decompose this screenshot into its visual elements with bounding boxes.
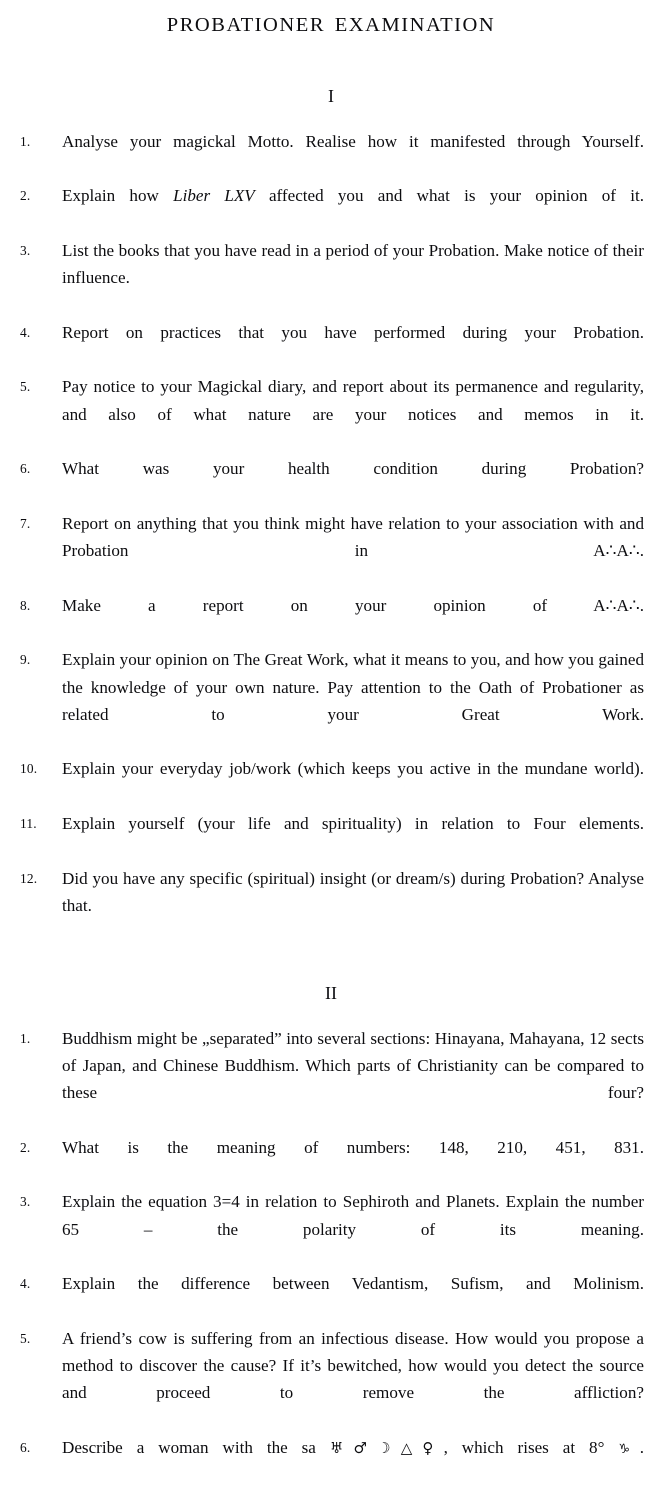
item-text-pre: Make a report on your opinion of bbox=[62, 595, 594, 615]
item-text bbox=[62, 592, 644, 647]
item-number: 9. bbox=[20, 652, 31, 668]
item-number: 7. bbox=[20, 515, 31, 531]
list-item bbox=[0, 646, 662, 755]
list-item bbox=[0, 865, 662, 947]
item-number: 1. bbox=[20, 1030, 31, 1046]
item-text-post: . bbox=[639, 595, 644, 615]
page-title: PROBATIONER EXAMINATION bbox=[166, 14, 496, 36]
item-text-pre: Explain how bbox=[62, 186, 174, 206]
item-text: Buddhism might be „separated” into several sections: Hinayana, Mahayana, 12 sects of Japan, and Chinese Buddhism. Which parts of Christianity can be compared to these four? bbox=[62, 1028, 644, 1103]
item-text: A friend’s cow is suffering from an infectious disease. How would you propose a method to discover the cause? If it’s bewitched, how would you detect the source and proceed to remove the affliction? bbox=[62, 1328, 644, 1403]
section-one bbox=[0, 39, 662, 947]
item-number: 10. bbox=[20, 761, 38, 777]
list-item bbox=[0, 319, 662, 374]
book-title-italic: Liber LXV bbox=[173, 186, 255, 206]
item-text: What was your health condition during Probation? bbox=[62, 459, 644, 479]
list-item bbox=[0, 755, 662, 810]
item-text: Analyse your magickal Motto. Realise how it manifested through Yourself. bbox=[62, 131, 644, 151]
item-text-post: . bbox=[639, 1437, 644, 1457]
item-text: Pay notice to your Magickal diary, and report about its permanence and regularity, and also of what nature are your notices and memos in it. bbox=[62, 377, 644, 424]
item-text: What is the meaning of numbers: 148, 210, 451, 831. bbox=[62, 1137, 644, 1157]
item-number: 8. bbox=[20, 597, 31, 613]
item-text-pre: Describe a woman with the sa bbox=[62, 1437, 330, 1457]
item-text bbox=[62, 182, 644, 237]
item-number: 6. bbox=[20, 461, 31, 477]
list-item bbox=[0, 1270, 662, 1325]
item-text: Explain your everyday job/work (which keeps you active in the mundane world). bbox=[62, 759, 644, 779]
item-number: 2. bbox=[20, 188, 31, 204]
list-item bbox=[0, 1134, 662, 1189]
item-text: Report on practices that you have performed during your Probation. bbox=[62, 322, 644, 342]
item-text bbox=[62, 510, 644, 592]
item-number: 12. bbox=[20, 870, 38, 886]
item-number: 4. bbox=[20, 1276, 31, 1292]
list-item bbox=[0, 455, 662, 510]
item-number: 3. bbox=[20, 242, 31, 258]
list-item bbox=[0, 510, 662, 592]
list-item bbox=[0, 373, 662, 455]
item-text: List the books that you have read in a period of your Probation. Make notice of their influence. bbox=[62, 240, 644, 288]
list-item bbox=[0, 810, 662, 865]
list-item bbox=[0, 1188, 662, 1270]
item-text-mid: , which rises at 8° bbox=[443, 1437, 619, 1457]
astrological-glyph-cluster-icon: ♅♂☽△♀ bbox=[329, 1438, 444, 1457]
item-number: 5. bbox=[20, 379, 31, 395]
list-item bbox=[0, 592, 662, 647]
item-number: 5. bbox=[20, 1330, 31, 1346]
list-item bbox=[0, 1025, 662, 1134]
item-number: 4. bbox=[20, 324, 31, 340]
item-text-post: . bbox=[639, 541, 644, 561]
item-text-post: affected you and what is your opinion of it. bbox=[254, 186, 644, 206]
item-number: 11. bbox=[20, 816, 37, 832]
item-text: Explain your opinion on The Great Work, what it means to you, and how you gained the knowledge of your own nature. Pay attention to the Oath of Probationer as related to your Great Work. bbox=[62, 650, 644, 724]
item-text bbox=[62, 1434, 644, 1491]
list-item bbox=[0, 1434, 662, 1491]
item-text-pre: Report on anything that you think might have relation to your association with and Probation in bbox=[62, 513, 644, 561]
list-item bbox=[0, 237, 662, 319]
item-number: 2. bbox=[20, 1139, 31, 1155]
list-item bbox=[0, 1325, 662, 1434]
section-two bbox=[0, 947, 662, 1491]
section-numeral-two: II bbox=[325, 982, 337, 1003]
capricorn-symbol-icon: ♑ bbox=[618, 1441, 640, 1457]
question-list-one bbox=[0, 105, 662, 947]
question-list-two bbox=[0, 1002, 662, 1491]
item-text: Explain the difference between Vedantism, Sufism, and Molinism. bbox=[62, 1274, 644, 1294]
item-number: 3. bbox=[20, 1194, 31, 1210]
section-numeral-one: I bbox=[328, 85, 334, 106]
list-item bbox=[0, 128, 662, 183]
item-number: 6. bbox=[20, 1439, 31, 1455]
item-text: Explain yourself (your life and spirituality) in relation to Four elements. bbox=[62, 814, 644, 834]
a-a-therefore-mark-icon: A∴A∴ bbox=[593, 541, 640, 561]
item-text: Explain the equation 3=4 in relation to Sephiroth and Planets. Explain the number 65 – the polarity of its meaning. bbox=[62, 1192, 644, 1239]
item-number: 1. bbox=[20, 133, 31, 149]
a-a-therefore-mark-icon: A∴A∴ bbox=[593, 595, 640, 615]
item-text: Did you have any specific (spiritual) insight (or dream/s) during Probation? Analyse that. bbox=[62, 868, 644, 915]
list-item bbox=[0, 182, 662, 237]
